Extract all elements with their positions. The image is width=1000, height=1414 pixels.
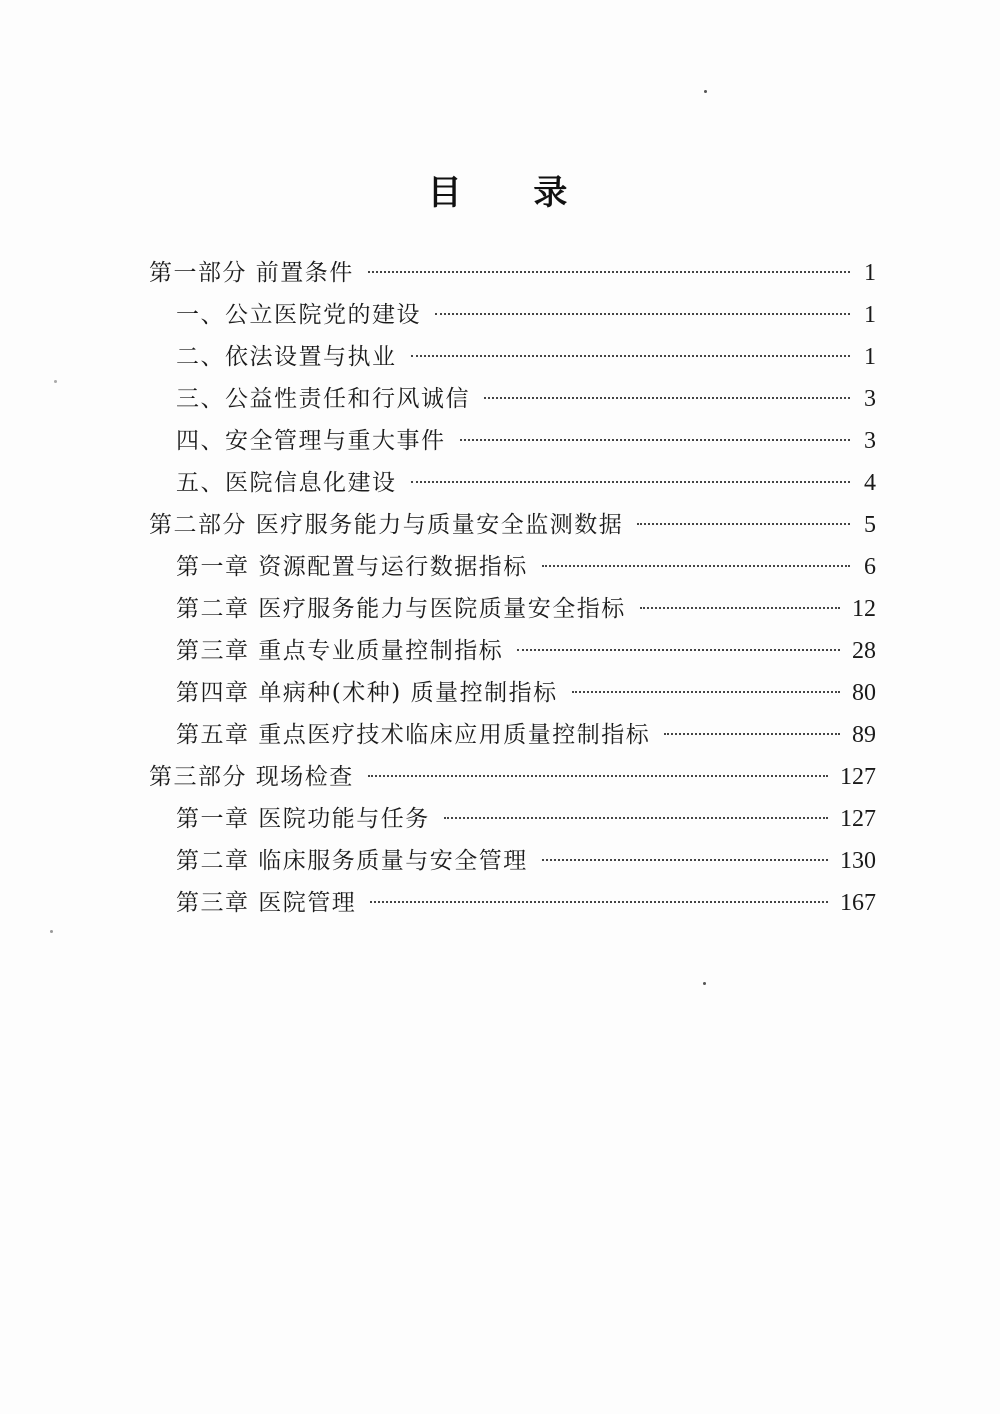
toc-entry-page: 3 — [864, 386, 876, 412]
toc-entry-chapter-2-5[interactable] — [176, 716, 876, 754]
scan-speck — [54, 380, 57, 383]
toc-entry-page: 5 — [864, 512, 876, 538]
dot-leader — [411, 481, 851, 483]
toc-entry-section-1-2[interactable] — [176, 338, 876, 376]
dot-leader — [572, 691, 840, 693]
toc-entry-page: 6 — [864, 554, 876, 580]
toc-entry-section-1-4[interactable] — [176, 422, 876, 460]
scan-speck — [704, 90, 707, 93]
toc-entry-page: 4 — [864, 470, 876, 496]
toc-entry-chapter-3-1[interactable] — [176, 800, 876, 838]
toc-entry-page: 3 — [864, 428, 876, 454]
toc-entry-label: 第三章 医院管理 — [176, 890, 357, 916]
toc-entry-chapter-2-3[interactable] — [176, 632, 876, 670]
toc-entry-label: 第三部分 现场检查 — [149, 764, 354, 790]
toc-entry-label: 第一章 资源配置与运行数据指标 — [176, 554, 528, 580]
page-title: 目 录 — [427, 173, 598, 213]
dot-leader — [484, 397, 850, 399]
dot-leader — [435, 313, 850, 315]
toc-entry-label: 第五章 重点医疗技术临床应用质量控制指标 — [176, 722, 651, 748]
dot-leader — [444, 817, 828, 819]
toc-entry-section-1-1[interactable] — [176, 296, 876, 334]
toc-entry-page: 1 — [864, 260, 876, 286]
dot-leader — [460, 439, 851, 441]
toc-entry-label: 第四章 单病种(术种) 质量控制指标 — [176, 680, 558, 706]
toc-entry-page: 127 — [840, 764, 876, 790]
toc-entry-label: 二、依法设置与执业 — [176, 344, 397, 370]
toc-entry-page: 1 — [864, 344, 876, 370]
dot-leader — [637, 523, 850, 525]
toc-entry-page: 89 — [852, 722, 876, 748]
scan-speck — [50, 930, 53, 933]
dot-leader — [542, 859, 828, 861]
toc-entry-page: 1 — [864, 302, 876, 328]
dot-leader — [517, 649, 840, 651]
toc-entry-page: 130 — [840, 848, 876, 874]
toc-entry-label: 第二部分 医疗服务能力与质量安全监测数据 — [149, 512, 624, 538]
toc-entry-part-2[interactable] — [149, 506, 876, 544]
toc-entry-part-3[interactable] — [149, 758, 876, 796]
toc-entry-page: 167 — [840, 890, 876, 916]
dot-leader — [368, 271, 850, 273]
toc-entry-label: 第二章 临床服务质量与安全管理 — [176, 848, 528, 874]
toc-entry-label: 第二章 医疗服务能力与医院质量安全指标 — [176, 596, 626, 622]
toc-entry-chapter-2-4[interactable] — [176, 674, 876, 712]
toc-entry-label: 第三章 重点专业质量控制指标 — [176, 638, 504, 664]
dot-leader — [411, 355, 851, 357]
toc-entry-section-1-3[interactable] — [176, 380, 876, 418]
toc-entry-part-1[interactable] — [149, 254, 876, 292]
scan-speck — [703, 982, 706, 985]
toc-entry-label: 四、安全管理与重大事件 — [176, 428, 446, 454]
toc-entry-chapter-2-2[interactable] — [176, 590, 876, 628]
dot-leader — [640, 607, 840, 609]
toc-entry-chapter-3-2[interactable] — [176, 842, 876, 880]
toc-entry-label: 三、公益性责任和行风诚信 — [176, 386, 470, 412]
toc-entry-page: 12 — [852, 596, 876, 622]
toc-entry-chapter-3-3[interactable] — [176, 884, 876, 922]
toc-entry-chapter-2-1[interactable] — [176, 548, 876, 586]
dot-leader — [368, 775, 828, 777]
toc-entry-label: 一、公立医院党的建设 — [176, 302, 421, 328]
toc-entry-page: 80 — [852, 680, 876, 706]
toc-entry-page: 127 — [840, 806, 876, 832]
dot-leader — [370, 901, 828, 903]
toc-entry-page: 28 — [852, 638, 876, 664]
toc-entry-label: 五、医院信息化建设 — [176, 470, 397, 496]
dot-leader — [664, 733, 840, 735]
toc-entry-section-1-5[interactable] — [176, 464, 876, 502]
dot-leader — [542, 565, 850, 567]
toc-entry-label: 第一部分 前置条件 — [149, 260, 354, 286]
toc-entry-label: 第一章 医院功能与任务 — [176, 806, 430, 832]
